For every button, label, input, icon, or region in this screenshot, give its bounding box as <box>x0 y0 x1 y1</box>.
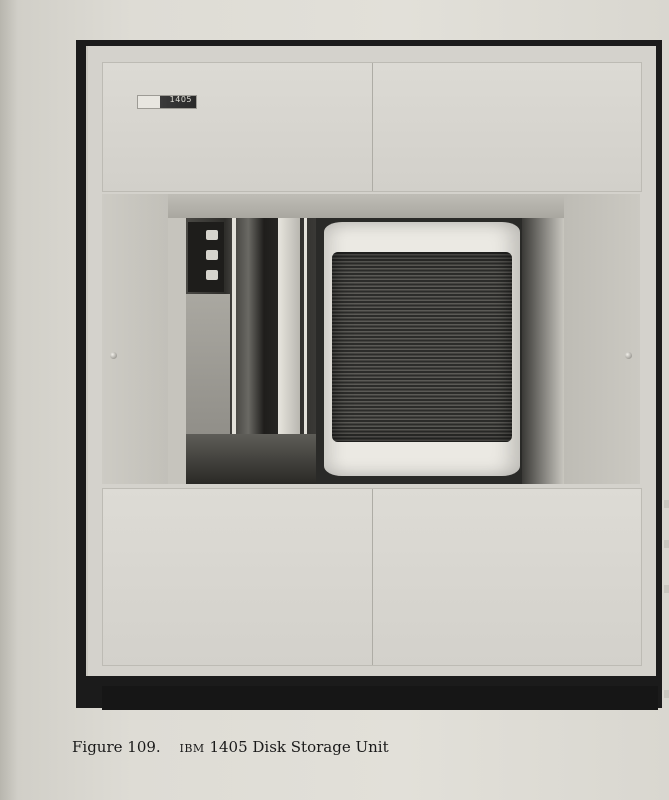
cabinet-base <box>102 686 658 710</box>
middle-frame <box>102 194 640 484</box>
bottom-panel <box>102 488 642 666</box>
brand-name: ibm <box>179 738 205 756</box>
panel-seam <box>372 489 373 665</box>
disk-stack-grille <box>332 252 512 442</box>
opening-header <box>168 194 564 218</box>
mechanism-base <box>186 434 316 484</box>
top-panel <box>102 62 642 192</box>
left-door-knob <box>110 352 117 359</box>
page-gutter-shadow <box>0 0 18 800</box>
disk-stack-cover <box>324 222 520 476</box>
access-opening <box>186 218 564 484</box>
model-number: 1405 <box>169 95 192 104</box>
opening-right-wall <box>522 218 564 484</box>
right-side-panel <box>564 194 640 484</box>
mechanism-panel <box>186 294 230 444</box>
access-arm-column <box>278 218 300 468</box>
figure-title: 1405 Disk Storage Unit <box>209 738 389 756</box>
switch-box <box>188 222 224 292</box>
cabinet <box>86 46 656 676</box>
panel-seam <box>372 63 373 191</box>
guide-rod <box>232 218 236 468</box>
right-door-knob <box>625 352 632 359</box>
figure-caption <box>72 738 389 756</box>
left-side-panel <box>102 194 168 484</box>
guide-rod <box>304 218 307 468</box>
figure-label: Figure 109. <box>72 738 161 756</box>
model-plate <box>137 95 197 109</box>
access-mechanism <box>186 218 316 484</box>
disk-storage-photo <box>76 40 662 708</box>
